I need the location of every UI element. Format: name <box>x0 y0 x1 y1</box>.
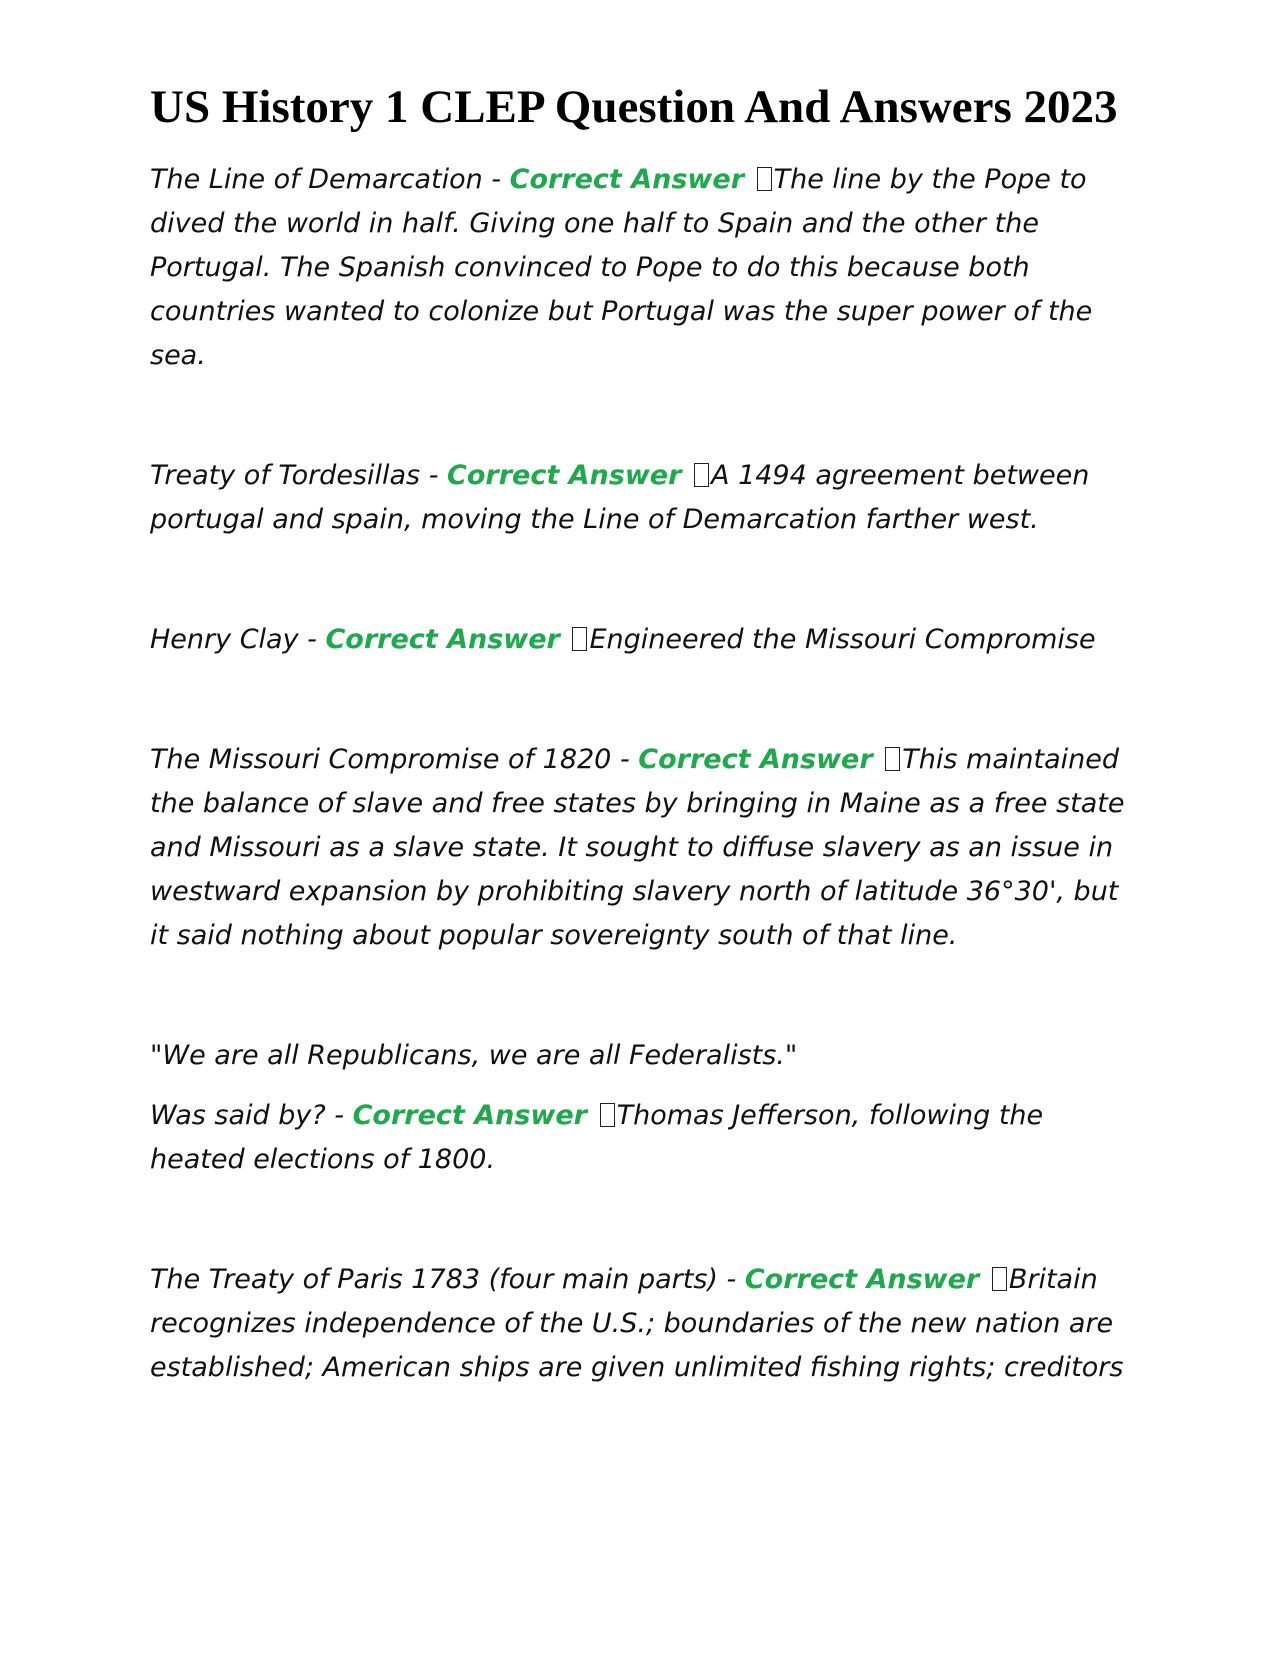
qa-item-jefferson-quote <box>150 1094 1130 1182</box>
question-text: The Line of Demarcation - <box>150 164 510 195</box>
answer-text: This maintained the balance of slave and free states by bringing in Maine as a free state and Missouri as a slave state. It sought to diffuse slavery as an issue in westward expansion by prohibiting slavery north of latitude 36°30', but it said nothing about popular sovereignty south of that line. <box>150 744 1125 951</box>
missing-glyph-icon <box>992 1267 1007 1291</box>
question-text: Henry Clay - <box>150 624 326 655</box>
missing-glyph-icon <box>694 463 709 487</box>
question-text: The Missouri Compromise of 1820 - <box>150 744 639 775</box>
answer-text: Thomas Jefferson, following the heated elections of 1800. <box>150 1100 1044 1175</box>
qa-item-henry-clay <box>150 618 1130 662</box>
correct-answer-label: Correct Answer <box>744 1264 980 1295</box>
question-text: Treaty of Tordesillas - <box>150 460 448 491</box>
document-page <box>150 78 1130 1390</box>
answer-text: Engineered the Missouri Compromise <box>589 624 1096 655</box>
correct-answer-label: Correct Answer <box>352 1100 587 1131</box>
qa-item-line-of-demarcation <box>150 158 1130 378</box>
answer-text: A 1494 agreement between portugal and spain, moving the Line of Demarcation farther west. <box>150 460 1090 535</box>
answer-text: The line by the Pope to dived the world in half. Giving one half to Spain and the other the Portugal. The Spanish convinced to Pope to do this because both countries wanted to colonize but Portugal was the super power of the sea. <box>150 164 1093 371</box>
missing-glyph-icon <box>600 1103 615 1127</box>
question-text: Was said by? - <box>150 1100 353 1131</box>
answer-text: Britain recognizes independence of the U.S.; boundaries of the new nation are established; American ships are given unlimited fishing rights; creditors <box>150 1264 1124 1383</box>
missing-glyph-icon <box>757 167 772 191</box>
qa-item-treaty-of-paris <box>150 1258 1130 1390</box>
correct-answer-label: Correct Answer <box>509 164 745 195</box>
question-text: The Treaty of Paris 1783 (four main parts) - <box>150 1264 745 1295</box>
correct-answer-label: Correct Answer <box>447 460 682 491</box>
missing-glyph-icon <box>572 627 587 651</box>
missing-glyph-icon <box>885 747 900 771</box>
quote-line: "We are all Republicans, we are all Federalists." <box>150 1040 798 1071</box>
correct-answer-label: Correct Answer <box>325 624 560 655</box>
correct-answer-label: Correct Answer <box>638 744 873 775</box>
qa-item-treaty-of-tordesillas <box>150 454 1130 542</box>
document-title: US History 1 CLEP Question And Answers 2023 <box>150 81 1118 133</box>
qa-item-missouri-compromise <box>150 738 1130 958</box>
